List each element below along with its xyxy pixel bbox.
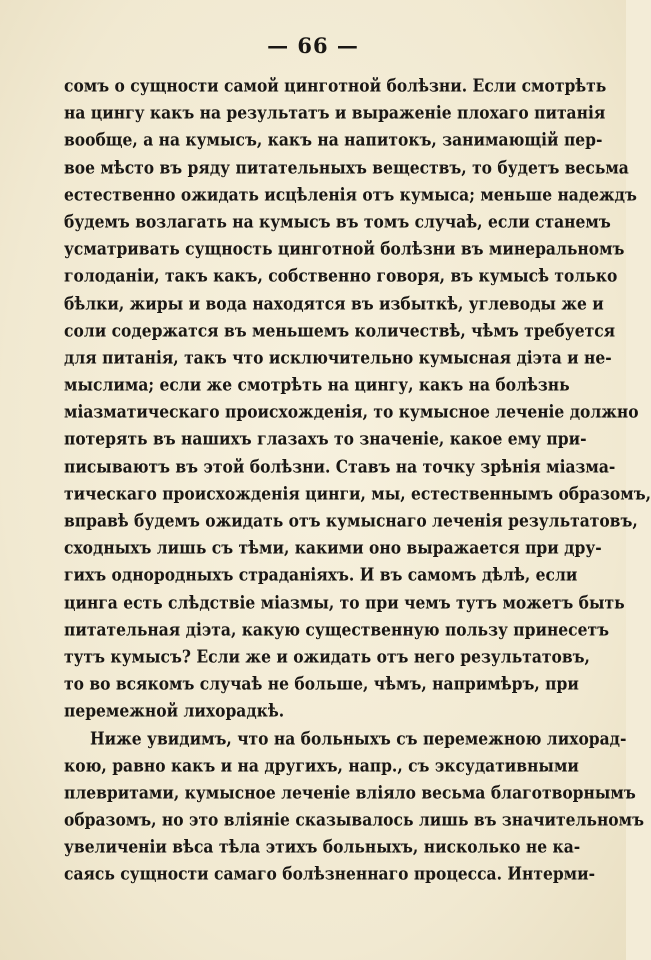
text-line: на цингу какъ на результатъ и выраженіе плохаго питанія — [64, 102, 606, 124]
paragraph-2 — [64, 725, 644, 888]
text-line: сходныхъ лишь съ тѣми, какими оно выражается при дру- — [64, 537, 602, 559]
text-line: соли содержатся въ меньшемъ количествѣ, чѣмъ требуется — [64, 319, 616, 341]
text-line: вое мѣсто въ ряду питательныхъ веществъ, то будетъ весьма — [64, 156, 629, 178]
text-line: вправѣ будемъ ожидать отъ кумыснаго леченія результатовъ, — [64, 509, 638, 532]
text-line: сомъ о сущности самой цинготной болѣзни. Если смотрѣть — [64, 74, 607, 97]
text-line: кою, равно какъ и на другихъ, напр., съ эксудативными — [64, 754, 579, 776]
body-text — [64, 72, 651, 888]
text-line: потерять въ нашихъ глазахъ то значеніе, какое ему при- — [64, 428, 587, 450]
text-line: усматривать сущность цинготной болѣзни въ минеральномъ — [64, 237, 625, 260]
text-line: то во всякомъ случаѣ не больше, чѣмъ, напримѣръ, при — [64, 672, 579, 695]
text-line: мыслима; если же смотрѣть на цингу, какъ на болѣзнь — [64, 373, 570, 396]
text-line: міазматическаго происхожденія, то кумысное леченіе должно — [64, 401, 639, 423]
text-line: увеличеніи вѣса тѣла этихъ больныхъ, нисколько не ка- — [64, 836, 581, 858]
text-line: питательная діэта, какую существенную пользу принесетъ — [64, 618, 609, 640]
page-number: — 66 — — [267, 33, 359, 58]
paragraph-1 — [64, 72, 651, 725]
text-line: плевритами, кумысное леченіе вліяло весьма благотворнымъ — [64, 781, 636, 804]
text-line: вообще, а на кумысъ, какъ на напитокъ, занимающій пер- — [64, 129, 603, 151]
text-line: тическаго происхожденія цинги, мы, естественнымъ образомъ, — [64, 482, 651, 504]
text-line: бѣлки, жиры и вода находятся въ избыткѣ, углеводы же и — [64, 292, 604, 314]
text-line: будемъ возлагать на кумысъ въ томъ случаѣ, если станемъ — [64, 210, 611, 233]
text-line: писываютъ въ этой болѣзни. Ставъ на точку зрѣнія міазма- — [64, 455, 616, 477]
text-line: тутъ кумысъ? Если же и ожидать отъ него результатовъ, — [64, 645, 590, 668]
text-line: гихъ однородныхъ страданіяхъ. И въ самомъ дѣлѣ, если — [64, 564, 578, 586]
text-line: саясь сущности самаго болѣзненнаго процесса. Интерми- — [64, 863, 596, 885]
text-line: образомъ, но это вліяніе сказывалось лишь въ значительномъ — [64, 808, 644, 831]
text-line: цинга есть слѣдствіе міазмы, то при чемъ тутъ можетъ быть — [64, 591, 625, 613]
text-line: для питанія, такъ что исключительно кумысная діэта и не- — [64, 346, 612, 369]
text-line: Ниже увидимъ, что на больныхъ съ перемежною лихорад- — [90, 727, 627, 749]
text-line: перемежной лихорадкѣ. — [64, 700, 285, 722]
text-line: голоданіи, такъ какъ, собственно говоря, въ кумысѣ только — [64, 265, 618, 287]
text-line: естественно ожидать исцѣленія отъ кумыса; меньше надеждъ — [64, 183, 637, 205]
